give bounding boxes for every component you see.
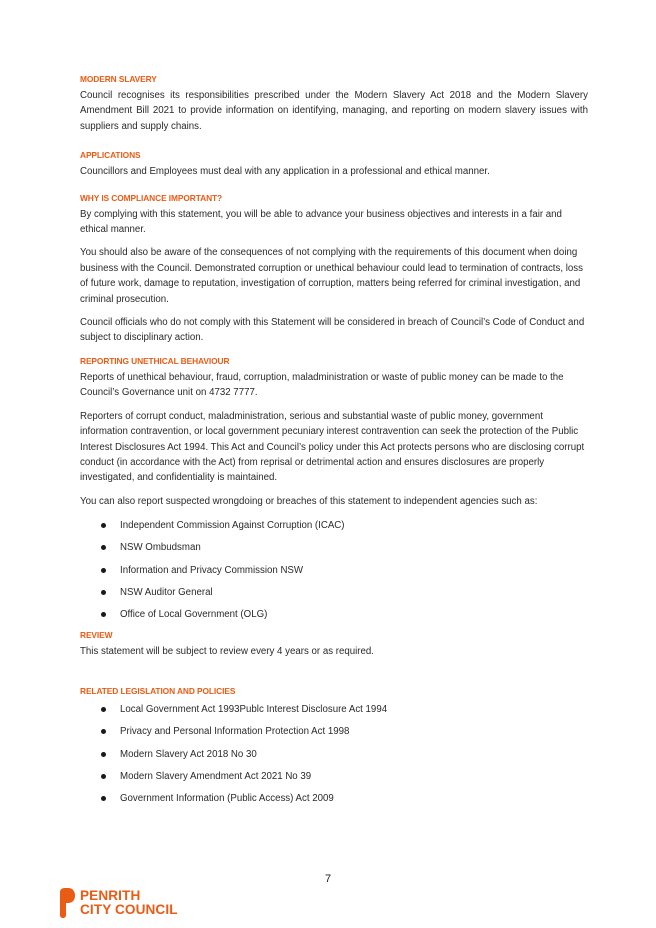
section-compliance bbox=[80, 193, 588, 346]
list-item bbox=[80, 702, 588, 724]
list-item-text: Office of Local Government (OLG) bbox=[120, 609, 268, 621]
bullet-icon bbox=[101, 707, 106, 712]
list-item bbox=[80, 585, 588, 607]
list-item bbox=[80, 518, 588, 540]
bullet-icon bbox=[101, 729, 106, 734]
list-item bbox=[80, 540, 588, 562]
section-reporting bbox=[80, 356, 588, 630]
bullet-icon bbox=[101, 796, 106, 801]
list-item-text: Government Information (Public Access) Act 2009 bbox=[120, 793, 334, 805]
paragraph: This statement will be subject to review every 4 years or as required. bbox=[80, 645, 374, 657]
list-item bbox=[80, 607, 588, 629]
bullet-icon bbox=[101, 523, 106, 528]
section-legislation bbox=[80, 686, 588, 813]
penrith-city-council-logo bbox=[58, 886, 178, 920]
section-applications bbox=[80, 150, 588, 179]
list-item-text: Local Government Act 1993Publc Interest Disclosure Act 1994 bbox=[120, 704, 388, 716]
paragraph: Council officials who do not comply with this Statement will be considered in breach of Council’s Code of Conduct and subject to disciplinary action. bbox=[80, 317, 585, 344]
section-heading: RELATED LEGISLATION AND POLICIES bbox=[80, 686, 236, 697]
section-heading: REPORTING UNETHICAL BEHAVIOUR bbox=[80, 355, 230, 366]
paragraph: Reports of unethical behaviour, fraud, corruption, maladministration or waste of public money can be made to the Council’s Governance unit on 4732 7777. bbox=[80, 371, 564, 399]
list-item-text: Independent Commission Against Corruption (ICAC) bbox=[120, 520, 345, 532]
section-heading: APPLICATIONS bbox=[80, 150, 141, 161]
list-item bbox=[80, 563, 588, 585]
bullet-icon bbox=[101, 545, 106, 550]
paragraph: You can also report suspected wrongdoing or breaches of this statement to independent agencies such as: bbox=[80, 495, 538, 507]
list-item bbox=[80, 791, 588, 813]
document-body bbox=[80, 74, 588, 814]
section-heading: REVIEW bbox=[80, 629, 113, 640]
bullet-icon bbox=[101, 612, 106, 617]
penrith-logo-icon bbox=[58, 888, 76, 918]
logo-line-2: CITY COUNCIL bbox=[80, 902, 178, 917]
list-item-text: Modern Slavery Act 2018 No 30 bbox=[120, 748, 257, 760]
section-heading: WHY IS COMPLIANCE IMPORTANT? bbox=[80, 192, 223, 203]
list-item bbox=[80, 747, 588, 769]
bullet-icon bbox=[101, 568, 106, 573]
list-item-text: Privacy and Personal Information Protection Act 1998 bbox=[120, 726, 350, 738]
agency-list bbox=[80, 518, 588, 629]
legislation-list bbox=[80, 702, 588, 813]
page-number: 7 bbox=[324, 873, 332, 885]
list-item bbox=[80, 769, 588, 791]
logo-line-1: PENRITH bbox=[80, 888, 141, 903]
paragraph: Councillors and Employees must deal with any application in a professional and ethical manner. bbox=[80, 166, 490, 178]
list-item-text: Information and Privacy Commission NSW bbox=[120, 564, 304, 576]
list-item bbox=[80, 724, 588, 746]
bullet-icon bbox=[101, 774, 106, 779]
bullet-icon bbox=[101, 752, 106, 757]
paragraph: By complying with this statement, you will be able to advance your business objectives and interests in a fair and ethical manner. bbox=[80, 208, 562, 236]
paragraph: You should also be aware of the consequences of not complying with the requirements of this document when doing business with the Council. Demonstrated corruption or unethical behaviour could lead to termination of contracts, loss of future work, damage to reputation, investigation of corruption, matters being referred for criminal investigation, and criminal prosecution. bbox=[80, 247, 583, 305]
list-item-text: NSW Ombudsman bbox=[120, 542, 201, 554]
paragraph: Council recognises its responsibilities prescribed under the Modern Slavery Act 2018 and the Modern Slavery Amendment Bill 2021 to provide information on identifying, managing, and reporting on modern slavery issues with suppliers and supply chains. bbox=[80, 90, 588, 132]
section-heading: MODERN SLAVERY bbox=[80, 74, 157, 84]
list-item-text: Modern Slavery Amendment Act 2021 No 39 bbox=[120, 770, 312, 782]
paragraph: Reporters of corrupt conduct, maladministration, serious and substantial waste of public money, government information contravention, or local government pecuniary interest contravention can seek the protection of the Public Interest Disclosures Act 1994. This Act and Council’s policy under this Act protects persons who are disclosing corrupt conduct (in accordance with the Act) from reprisal or detrimental action and ensures disclosures are properly investigated, and confidentiality is maintained. bbox=[80, 410, 585, 484]
bullet-icon bbox=[101, 590, 106, 595]
list-item-text: NSW Auditor General bbox=[120, 587, 213, 599]
section-modern-slavery bbox=[80, 74, 588, 134]
section-review bbox=[80, 630, 588, 659]
